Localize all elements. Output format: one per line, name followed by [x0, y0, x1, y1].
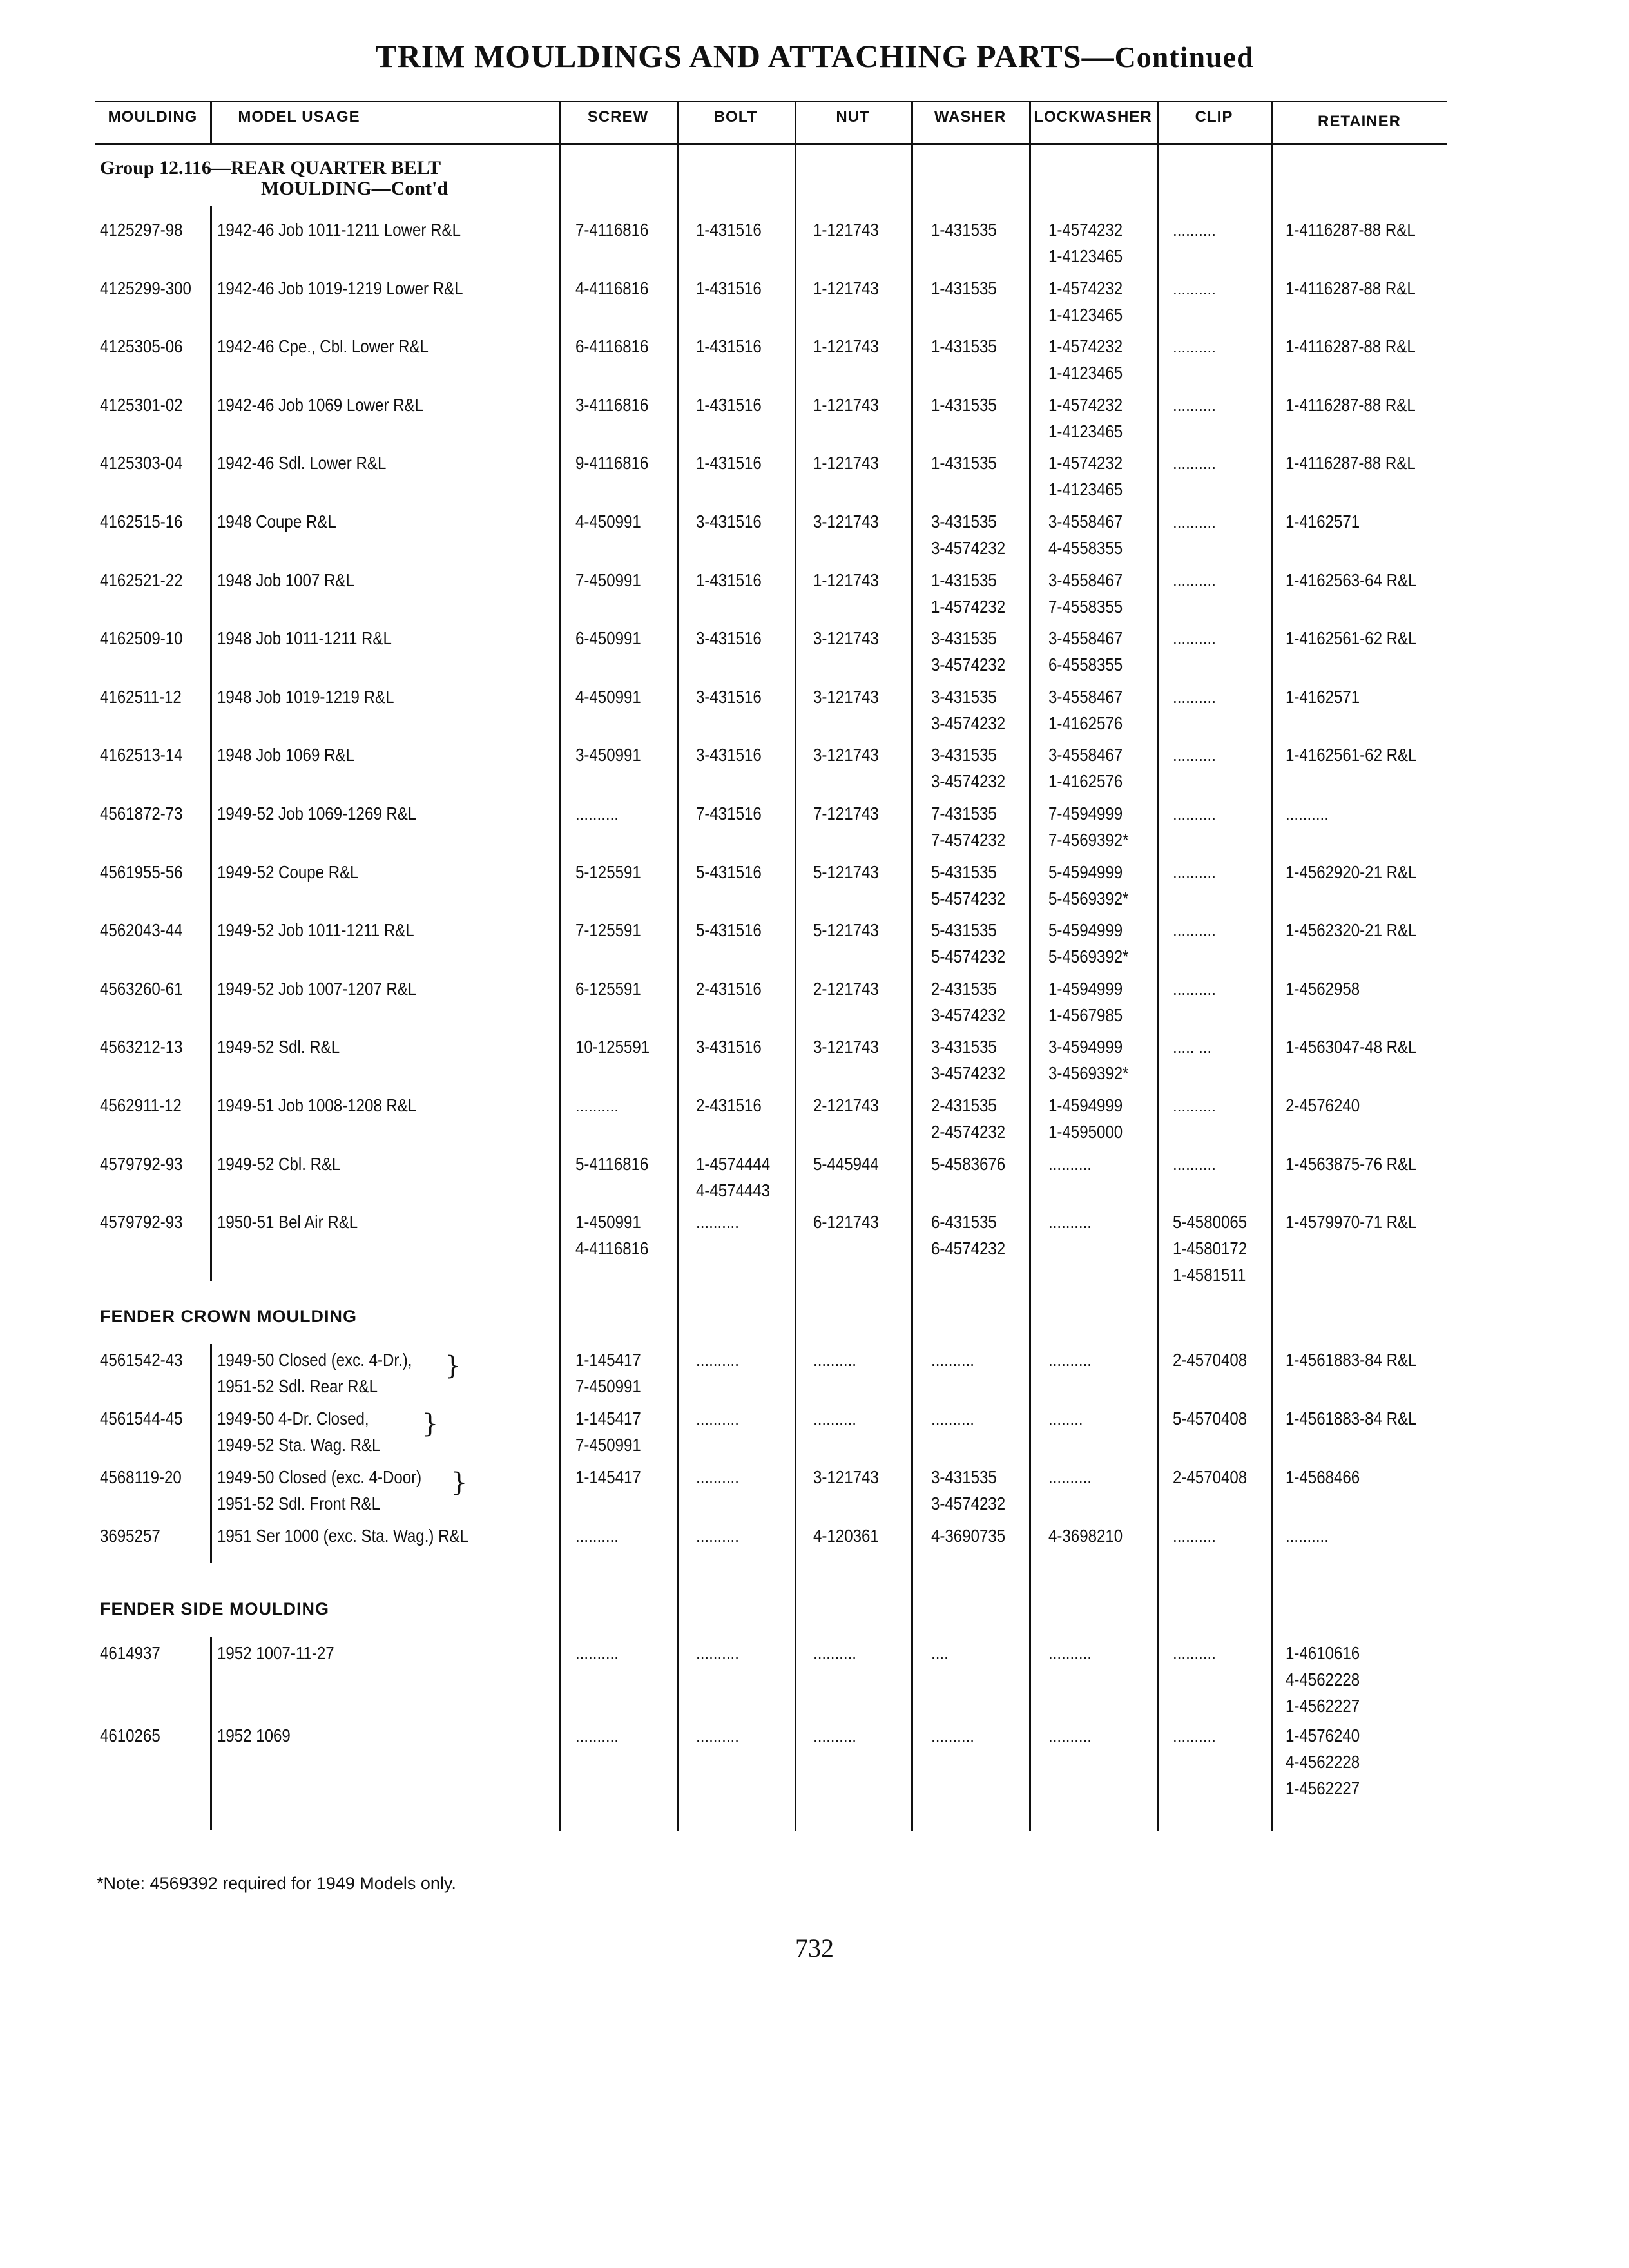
cell-bolt: ..........	[696, 1467, 739, 1487]
cell-bolt: 1-4574444	[696, 1153, 771, 1174]
cell-screw: 4-450991	[575, 512, 641, 532]
cell-moulding: 4162509-10	[100, 628, 183, 649]
brace-icon: }	[451, 1468, 468, 1497]
cell-lockwasher: 1-4567985	[1048, 1004, 1123, 1025]
cell-lockwasher: 3-4558467	[1048, 628, 1123, 649]
cell-retainer: 1-4568466	[1286, 1467, 1360, 1487]
cell-nut: 3-121743	[813, 1467, 879, 1487]
cell-retainer: 4-4562228	[1286, 1752, 1360, 1772]
cell-clip: ..........	[1173, 278, 1216, 298]
cell-nut: 3-121743	[813, 745, 879, 765]
cell-clip: ..........	[1173, 1153, 1216, 1174]
cell-retainer: 1-4562227	[1286, 1778, 1360, 1798]
cell-nut: 5-445944	[813, 1153, 879, 1174]
header-bottom-rule	[95, 143, 1447, 145]
cell-nut: ..........	[813, 1408, 856, 1428]
cell-clip: ..........	[1173, 1526, 1216, 1546]
cell-usage: 1949-52 Job 1011-1211 R&L	[217, 920, 414, 941]
cell-usage: 1942-46 Job 1011-1211 Lower R&L	[217, 220, 461, 240]
brace-icon: }	[422, 1409, 439, 1439]
cell-moulding: 4125299-300	[100, 278, 191, 298]
cell-screw: 5-4116816	[575, 1153, 649, 1174]
cell-nut: ..........	[813, 1725, 856, 1745]
cell-retainer: 1-4562958	[1286, 978, 1360, 999]
cell-clip: ..........	[1173, 336, 1216, 357]
cell-screw: 7-125591	[575, 920, 641, 941]
cell-screw: 3-4116816	[575, 394, 649, 415]
cell-lockwasher: ..........	[1048, 1153, 1092, 1174]
cell-lockwasher: ..........	[1048, 1350, 1092, 1370]
cell-lockwasher: 7-4594999	[1048, 803, 1123, 823]
cell-usage: 1951 Ser 1000 (exc. Sta. Wag.) R&L	[217, 1526, 468, 1546]
cell-clip: 5-4570408	[1173, 1408, 1248, 1428]
group-heading-line2: MOULDING—Cont'd	[261, 178, 448, 199]
cell-clip: ..........	[1173, 1725, 1216, 1745]
cell-moulding: 4162515-16	[100, 512, 183, 532]
cell-nut: 2-121743	[813, 978, 879, 999]
col-header-washer: WASHER	[934, 108, 1007, 126]
cell-nut: 3-121743	[813, 512, 879, 532]
cell-clip: ..........	[1173, 453, 1216, 474]
cell-lockwasher: 3-4558467	[1048, 512, 1123, 532]
cell-washer: 3-4574232	[931, 1494, 1006, 1514]
cell-clip: ..........	[1173, 686, 1216, 707]
cell-screw: 1-450991	[575, 1212, 641, 1233]
cell-screw: 1-145417	[575, 1350, 641, 1370]
cell-retainer: 1-4562920-21 R&L	[1286, 861, 1417, 882]
cell-retainer: 1-4561883-84 R&L	[1286, 1408, 1417, 1428]
cell-lockwasher: 3-4558467	[1048, 570, 1123, 590]
cell-screw: 7-4116816	[575, 220, 649, 240]
cell-washer: 3-4574232	[931, 1004, 1006, 1025]
cell-bolt: 3-431516	[696, 628, 762, 649]
cell-retainer: 1-4116287-88 R&L	[1286, 394, 1416, 415]
cell-moulding: 3695257	[100, 1526, 160, 1546]
cell-washer: 5-4583676	[931, 1153, 1006, 1174]
cell-clip: ..... ...	[1173, 1037, 1212, 1057]
cell-screw: 7-450991	[575, 1376, 641, 1396]
cell-lockwasher: 3-4558467	[1048, 745, 1123, 765]
cell-bolt: 3-431516	[696, 686, 762, 707]
cell-screw: ..........	[575, 1095, 619, 1115]
cell-washer: 6-431535	[931, 1212, 997, 1233]
cell-washer: ..........	[931, 1350, 974, 1370]
cell-retainer: 1-4162561-62 R&L	[1286, 745, 1417, 765]
cell-moulding: 4562911-12	[100, 1095, 182, 1115]
cell-retainer: 1-4116287-88 R&L	[1286, 220, 1416, 240]
cell-bolt: 3-431516	[696, 512, 762, 532]
cell-lockwasher: 1-4123465	[1048, 304, 1123, 325]
page-title-main: TRIM MOULDINGS AND ATTACHING PARTS—	[375, 38, 1115, 74]
cell-washer: 2-431535	[931, 1095, 997, 1115]
cell-usage: 1949-52 Cbl. R&L	[217, 1153, 341, 1174]
cell-bolt: ..........	[696, 1526, 739, 1546]
cell-moulding: 4125297-98	[100, 220, 183, 240]
col-divider-usage	[559, 101, 561, 1831]
cell-screw: 5-125591	[575, 861, 641, 882]
cell-lockwasher: 1-4123465	[1048, 246, 1123, 266]
cell-lockwasher: 5-4594999	[1048, 920, 1123, 941]
cell-washer: ..........	[931, 1408, 974, 1428]
cell-bolt: 1-431516	[696, 570, 762, 590]
cell-clip: ..........	[1173, 628, 1216, 649]
cell-washer: 7-431535	[931, 803, 997, 823]
cell-moulding: 4162513-14	[100, 745, 183, 765]
col-divider-washer	[1029, 101, 1031, 1831]
col-header-bolt: BOLT	[713, 108, 758, 126]
cell-usage: 1951-52 Sdl. Front R&L	[217, 1494, 380, 1514]
cell-lockwasher: 1-4574232	[1048, 394, 1123, 415]
cell-bolt: ..........	[696, 1725, 739, 1745]
cell-usage: 1949-52 Coupe R&L	[217, 861, 359, 882]
cell-lockwasher: ..........	[1048, 1643, 1092, 1663]
cell-washer: 1-4574232	[931, 596, 1006, 617]
col-header-retainer: RETAINER	[1318, 113, 1401, 130]
cell-bolt: ..........	[696, 1408, 739, 1428]
cell-lockwasher: 3-4558467	[1048, 686, 1123, 707]
cell-screw: ..........	[575, 1643, 619, 1663]
group-heading-line1: Group 12.116—REAR QUARTER BELT	[100, 157, 441, 178]
cell-clip: ..........	[1173, 920, 1216, 941]
cell-screw: 6-4116816	[575, 336, 649, 357]
cell-washer: 1-431535	[931, 278, 997, 298]
cell-clip: ..........	[1173, 745, 1216, 765]
cell-bolt: 5-431516	[696, 920, 762, 941]
page-title-suffix: Continued	[1114, 41, 1254, 73]
cell-clip: ..........	[1173, 394, 1216, 415]
cell-usage: 1952 1007-11-27	[217, 1643, 334, 1663]
cell-bolt: 3-431516	[696, 1037, 762, 1057]
cell-usage: 1951-52 Sdl. Rear R&L	[217, 1376, 378, 1396]
cell-lockwasher: 7-4569392*	[1048, 830, 1129, 850]
cell-nut: 5-121743	[813, 861, 879, 882]
col-header-model-usage: MODEL USAGE	[238, 108, 360, 126]
cell-usage: 1949-51 Job 1008-1208 R&L	[217, 1095, 417, 1115]
col-divider-screw	[677, 101, 679, 1831]
cell-clip: 1-4581511	[1173, 1265, 1246, 1285]
cell-washer: 1-431535	[931, 336, 997, 357]
cell-retainer: 1-4116287-88 R&L	[1286, 336, 1416, 357]
cell-moulding: 4162521-22	[100, 570, 183, 590]
cell-washer: 5-431535	[931, 861, 997, 882]
cell-screw: 7-450991	[575, 570, 641, 590]
cell-screw: 6-125591	[575, 978, 641, 999]
cell-lockwasher: ..........	[1048, 1467, 1092, 1487]
cell-clip: ..........	[1173, 803, 1216, 823]
cell-lockwasher: 6-4558355	[1048, 655, 1123, 675]
cell-moulding: 4563260-61	[100, 978, 183, 999]
cell-nut: 1-121743	[813, 394, 879, 415]
cell-moulding: 4568119-20	[100, 1467, 182, 1487]
cell-usage: 1942-46 Sdl. Lower R&L	[217, 453, 387, 474]
cell-retainer: 1-4162571	[1286, 512, 1360, 532]
cell-usage: 1948 Job 1019-1219 R&L	[217, 686, 394, 707]
cell-washer: 3-4574232	[931, 771, 1006, 792]
cell-nut: 2-121743	[813, 1095, 879, 1115]
cell-washer: 2-431535	[931, 978, 997, 999]
cell-usage: 1949-50 Closed (exc. 4-Dr.),	[217, 1350, 412, 1370]
header-top-rule	[95, 101, 1447, 102]
cell-screw: 6-450991	[575, 628, 641, 649]
cell-lockwasher: 4-4558355	[1048, 538, 1123, 558]
cell-retainer: 1-4162571	[1286, 686, 1360, 707]
cell-usage: 1949-50 4-Dr. Closed,	[217, 1408, 369, 1428]
footnote: *Note: 4569392 required for 1949 Models only.	[97, 1874, 456, 1893]
cell-usage: 1948 Job 1011-1211 R&L	[217, 628, 392, 649]
cell-usage: 1949-52 Job 1069-1269 R&L	[217, 803, 417, 823]
cell-nut: 4-120361	[813, 1526, 879, 1546]
col-divider-bolt	[795, 101, 796, 1831]
cell-usage: 1950-51 Bel Air R&L	[217, 1212, 358, 1233]
cell-retainer: 4-4562228	[1286, 1669, 1360, 1689]
cell-lockwasher: 1-4594999	[1048, 1095, 1123, 1115]
cell-screw: 4-4116816	[575, 278, 649, 298]
cell-usage: 1942-46 Job 1069 Lower R&L	[217, 394, 423, 415]
cell-retainer: 2-4576240	[1286, 1095, 1360, 1115]
cell-clip: ..........	[1173, 861, 1216, 882]
cell-washer: 5-4574232	[931, 888, 1006, 908]
cell-lockwasher: 1-4574232	[1048, 453, 1123, 474]
cell-nut: 1-121743	[813, 278, 879, 298]
cell-retainer: 1-4116287-88 R&L	[1286, 278, 1416, 298]
cell-moulding: 4125303-04	[100, 453, 183, 474]
col-header-clip: CLIP	[1195, 108, 1233, 126]
cell-usage: 1949-52 Sta. Wag. R&L	[217, 1435, 381, 1455]
col-header-moulding: MOULDING	[108, 108, 198, 126]
cell-washer: 3-431535	[931, 1037, 997, 1057]
cell-screw: ..........	[575, 1526, 619, 1546]
cell-lockwasher: 5-4569392*	[1048, 947, 1129, 967]
cell-washer: 3-431535	[931, 686, 997, 707]
cell-lockwasher: 1-4162576	[1048, 771, 1123, 792]
cell-clip: ..........	[1173, 570, 1216, 590]
cell-nut: 3-121743	[813, 628, 879, 649]
cell-bolt: 7-431516	[696, 803, 762, 823]
cell-bolt: 1-431516	[696, 336, 762, 357]
cell-bolt: 1-431516	[696, 220, 762, 240]
cell-usage: 1949-52 Sdl. R&L	[217, 1037, 340, 1057]
cell-lockwasher: 1-4574232	[1048, 336, 1123, 357]
cell-washer: 7-4574232	[931, 830, 1006, 850]
cell-retainer: 1-4162561-62 R&L	[1286, 628, 1417, 649]
cell-nut: 1-121743	[813, 453, 879, 474]
cell-nut: 6-121743	[813, 1212, 879, 1233]
col-divider-moulding-side	[210, 1637, 212, 1830]
cell-screw: ..........	[575, 1725, 619, 1745]
cell-washer: 3-431535	[931, 745, 997, 765]
cell-retainer: 1-4610616	[1286, 1643, 1360, 1663]
cell-washer: ....	[931, 1643, 949, 1663]
cell-washer: 6-4574232	[931, 1238, 1006, 1259]
cell-screw: 3-450991	[575, 745, 641, 765]
cell-lockwasher: 1-4123465	[1048, 479, 1123, 500]
cell-moulding: 4561955-56	[100, 861, 183, 882]
cell-lockwasher: 5-4594999	[1048, 861, 1123, 882]
cell-moulding: 4162511-12	[100, 686, 182, 707]
cell-lockwasher: 1-4574232	[1048, 278, 1123, 298]
cell-moulding: 4125305-06	[100, 336, 183, 357]
cell-washer: 3-431535	[931, 512, 997, 532]
cell-retainer: 1-4562227	[1286, 1696, 1360, 1716]
cell-bolt: 2-431516	[696, 978, 762, 999]
cell-lockwasher: ..........	[1048, 1212, 1092, 1233]
cell-nut: 1-121743	[813, 336, 879, 357]
cell-washer: 3-4574232	[931, 655, 1006, 675]
cell-retainer: 1-4116287-88 R&L	[1286, 453, 1416, 474]
cell-retainer: 1-4561883-84 R&L	[1286, 1350, 1417, 1370]
cell-retainer: 1-4562320-21 R&L	[1286, 920, 1417, 941]
section-heading-fender-crown: FENDER CROWN MOULDING	[100, 1307, 357, 1326]
cell-usage: 1949-50 Closed (exc. 4-Door)	[217, 1467, 422, 1487]
cell-washer: 3-431535	[931, 628, 997, 649]
cell-usage: 1942-46 Cpe., Cbl. Lower R&L	[217, 336, 429, 357]
cell-usage: 1948 Job 1069 R&L	[217, 745, 354, 765]
cell-screw: 4-450991	[575, 686, 641, 707]
cell-lockwasher: 7-4558355	[1048, 596, 1123, 617]
cell-lockwasher: ..........	[1048, 1725, 1092, 1745]
cell-lockwasher: 1-4123465	[1048, 363, 1123, 383]
cell-retainer: 1-4579970-71 R&L	[1286, 1212, 1417, 1233]
col-divider-clip	[1271, 101, 1273, 1831]
cell-lockwasher: 1-4123465	[1048, 421, 1123, 441]
cell-clip: ..........	[1173, 1095, 1216, 1115]
cell-clip: ..........	[1173, 1643, 1216, 1663]
col-header-screw: SCREW	[587, 108, 649, 126]
cell-nut: ..........	[813, 1643, 856, 1663]
cell-washer: 4-3690735	[931, 1526, 1006, 1546]
cell-washer: 1-431535	[931, 453, 997, 474]
cell-lockwasher: 3-4569392*	[1048, 1063, 1129, 1084]
cell-nut: 3-121743	[813, 686, 879, 707]
cell-washer: 3-4574232	[931, 713, 1006, 733]
cell-lockwasher: ........	[1048, 1408, 1083, 1428]
page-title	[0, 37, 1629, 75]
cell-lockwasher: 4-3698210	[1048, 1526, 1123, 1546]
cell-screw: 7-450991	[575, 1435, 641, 1455]
cell-retainer: 1-4563875-76 R&L	[1286, 1153, 1417, 1174]
cell-moulding: 4614937	[100, 1643, 160, 1663]
cell-moulding: 4561542-43	[100, 1350, 183, 1370]
cell-retainer: 1-4162563-64 R&L	[1286, 570, 1417, 590]
cell-moulding: 4579792-93	[100, 1212, 183, 1233]
cell-washer: 1-431535	[931, 570, 997, 590]
col-divider-moulding-crown	[210, 1344, 212, 1563]
cell-nut: 5-121743	[813, 920, 879, 941]
cell-screw: 9-4116816	[575, 453, 649, 474]
cell-bolt: ..........	[696, 1212, 739, 1233]
cell-screw: 10-125591	[575, 1037, 650, 1057]
cell-usage: 1942-46 Job 1019-1219 Lower R&L	[217, 278, 463, 298]
cell-bolt: 1-431516	[696, 394, 762, 415]
cell-usage: 1952 1069	[217, 1725, 291, 1745]
cell-screw: 4-4116816	[575, 1238, 649, 1259]
cell-moulding: 4579792-93	[100, 1153, 183, 1174]
cell-bolt: ..........	[696, 1350, 739, 1370]
cell-nut: 1-121743	[813, 220, 879, 240]
cell-lockwasher: 1-4595000	[1048, 1122, 1123, 1142]
cell-screw: 1-145417	[575, 1408, 641, 1428]
cell-washer: 2-4574232	[931, 1122, 1006, 1142]
cell-lockwasher: 1-4594999	[1048, 978, 1123, 999]
cell-clip: ..........	[1173, 220, 1216, 240]
brace-icon: }	[445, 1351, 461, 1381]
cell-bolt: 1-431516	[696, 278, 762, 298]
cell-usage: 1948 Coupe R&L	[217, 512, 336, 532]
cell-washer: 3-4574232	[931, 538, 1006, 558]
cell-moulding: 4561544-45	[100, 1408, 183, 1428]
cell-usage: 1949-52 Job 1007-1207 R&L	[217, 978, 417, 999]
col-header-nut: NUT	[836, 108, 870, 126]
cell-lockwasher: 1-4574232	[1048, 220, 1123, 240]
cell-bolt: 1-431516	[696, 453, 762, 474]
cell-washer: 1-431535	[931, 220, 997, 240]
col-divider-lockwasher	[1157, 101, 1159, 1831]
cell-nut: 3-121743	[813, 1037, 879, 1057]
section-heading-fender-side: FENDER SIDE MOULDING	[100, 1599, 330, 1619]
col-header-lockwasher: LOCKWASHER	[1034, 108, 1152, 126]
cell-retainer: ..........	[1286, 1526, 1329, 1546]
col-divider-nut	[911, 101, 913, 1831]
cell-moulding: 4562043-44	[100, 920, 183, 941]
cell-clip: ..........	[1173, 978, 1216, 999]
cell-clip: ..........	[1173, 512, 1216, 532]
cell-retainer: 1-4576240	[1286, 1725, 1360, 1745]
cell-washer: 3-431535	[931, 1467, 997, 1487]
cell-clip: 1-4580172	[1173, 1238, 1248, 1259]
cell-bolt: 3-431516	[696, 745, 762, 765]
cell-lockwasher: 3-4594999	[1048, 1037, 1123, 1057]
cell-bolt: 2-431516	[696, 1095, 762, 1115]
cell-nut: 7-121743	[813, 803, 879, 823]
cell-moulding: 4563212-13	[100, 1037, 183, 1057]
col-divider-moulding-body	[210, 206, 212, 1281]
cell-moulding: 4610265	[100, 1725, 160, 1745]
cell-lockwasher: 1-4162576	[1048, 713, 1123, 733]
page-number: 732	[795, 1934, 834, 1963]
cell-nut: 1-121743	[813, 570, 879, 590]
cell-bolt: 4-4574443	[696, 1180, 771, 1200]
cell-retainer: ..........	[1286, 803, 1329, 823]
cell-washer: 3-4574232	[931, 1063, 1006, 1084]
cell-bolt: 5-431516	[696, 861, 762, 882]
cell-clip: 2-4570408	[1173, 1467, 1248, 1487]
cell-lockwasher: 5-4569392*	[1048, 888, 1129, 908]
cell-moulding: 4561872-73	[100, 803, 183, 823]
cell-clip: 2-4570408	[1173, 1350, 1248, 1370]
cell-washer: ..........	[931, 1725, 974, 1745]
cell-moulding: 4125301-02	[100, 394, 183, 415]
cell-nut: ..........	[813, 1350, 856, 1370]
cell-retainer: 1-4563047-48 R&L	[1286, 1037, 1417, 1057]
cell-screw: ..........	[575, 803, 619, 823]
cell-usage: 1948 Job 1007 R&L	[217, 570, 354, 590]
cell-screw: 1-145417	[575, 1467, 641, 1487]
cell-clip: 5-4580065	[1173, 1212, 1248, 1233]
cell-washer: 5-431535	[931, 920, 997, 941]
cell-washer: 1-431535	[931, 394, 997, 415]
cell-washer: 5-4574232	[931, 947, 1006, 967]
cell-bolt: ..........	[696, 1643, 739, 1663]
